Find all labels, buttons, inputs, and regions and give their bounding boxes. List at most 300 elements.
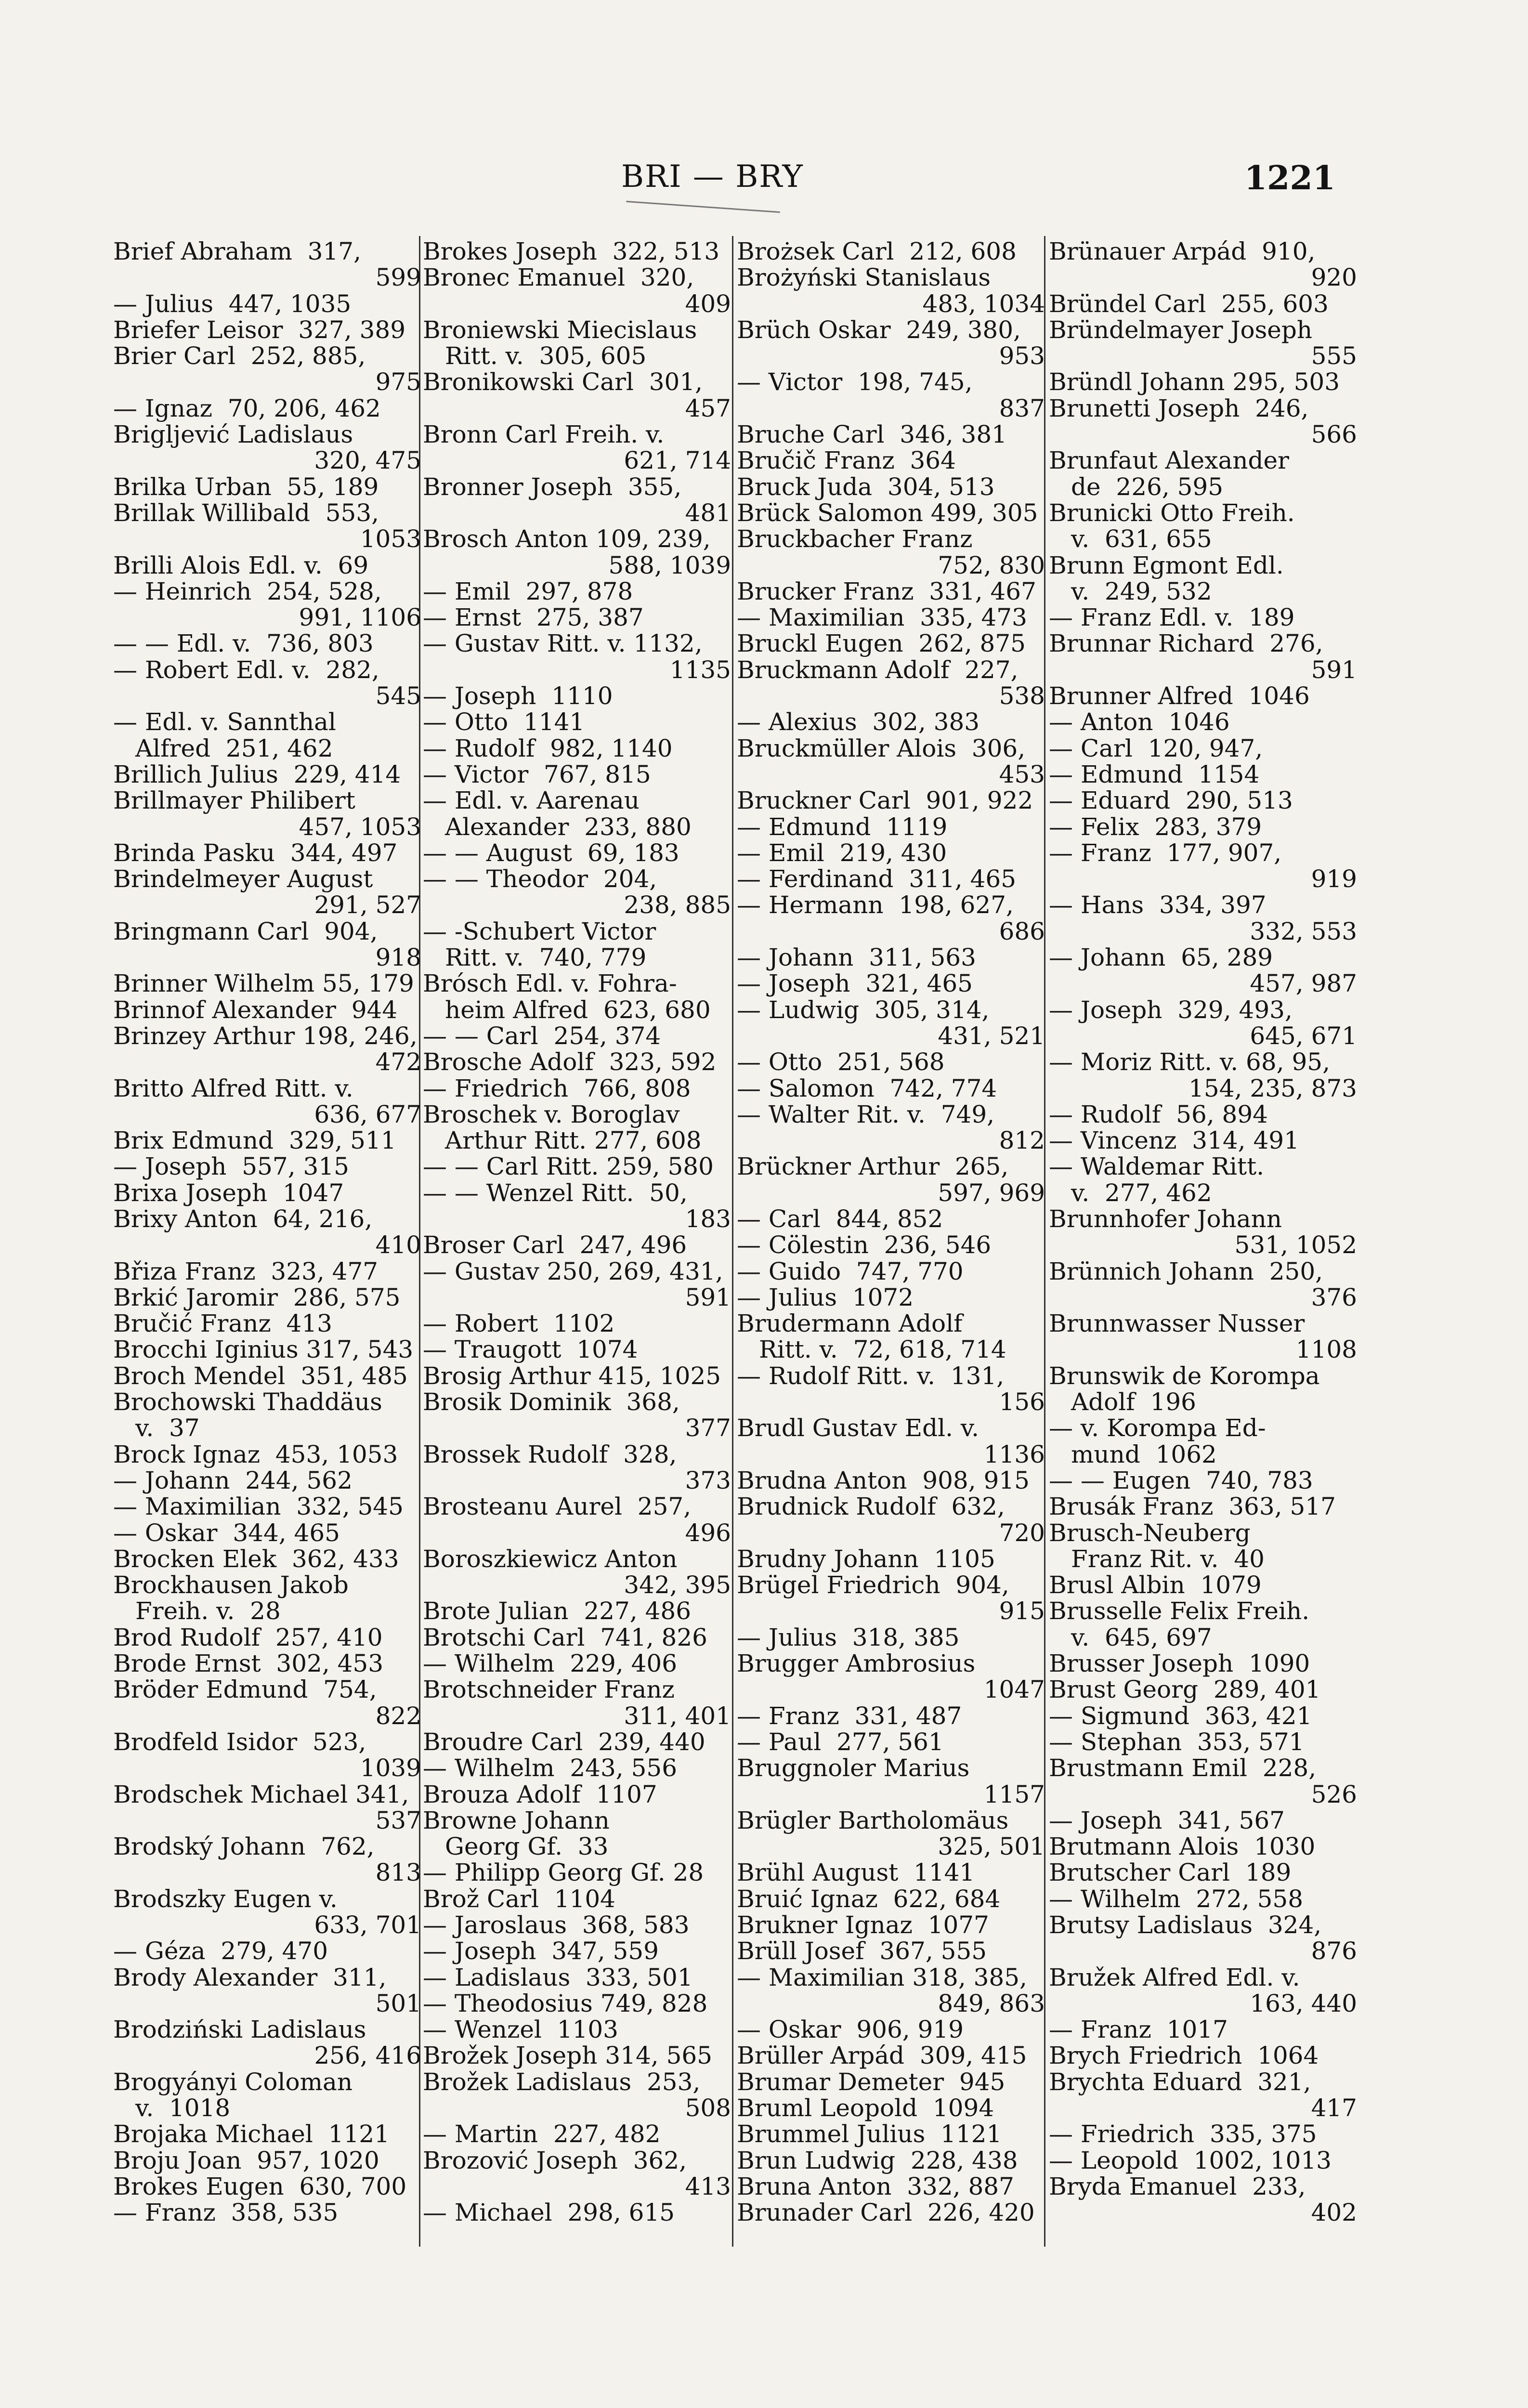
index-entry-line: Ritt. v. 305, 605 xyxy=(445,342,647,370)
index-entry-line: Brummel Julius 1121 xyxy=(737,2120,1002,2148)
index-entry-line: 481 xyxy=(685,498,731,527)
index-entry-line: v. 631, 655 xyxy=(1071,525,1212,553)
index-entry-line: 183 xyxy=(685,1204,731,1233)
index-entry-line: Ritt. v. 72, 618, 714 xyxy=(759,1335,1006,1364)
index-entry-line: Brosteanu Aurel 257, xyxy=(423,1492,692,1521)
index-entry-line: Brumar Demeter 945 xyxy=(737,2068,1006,2096)
index-entry-line: Brojaka Michael 1121 xyxy=(113,2120,390,2148)
index-entry-line: Brossek Rudolf 328, xyxy=(423,1440,677,1468)
index-entry-line: Bruck Juda 304, 513 xyxy=(737,472,995,501)
index-entry-line: Arthur Ritt. 277, 608 xyxy=(445,1126,702,1155)
index-entry-line: v. 249, 532 xyxy=(1071,577,1212,605)
index-entry-line: — Robert Edl. v. 282, xyxy=(113,655,379,684)
index-entry-line: Brugger Ambrosius xyxy=(737,1649,976,1678)
index-entry-line: 373 xyxy=(685,1466,731,1494)
index-entry-line: — Rudolf Ritt. v. 131, xyxy=(737,1361,1005,1390)
index-entry-line: 320, 475 xyxy=(314,446,421,475)
index-entry-line: Brinnof Alexander 944 xyxy=(113,995,398,1024)
index-entry-line: — Maximilian 335, 473 xyxy=(737,603,1027,632)
index-entry-line: 431, 521 xyxy=(938,1021,1045,1050)
index-entry-line: Brunn Egmont Edl. xyxy=(1049,551,1284,579)
index-entry-line: 636, 677 xyxy=(314,1100,421,1128)
index-entry-line: Brosik Dominik 368, xyxy=(423,1388,680,1416)
index-entry-line: Brote Julian 227, 486 xyxy=(423,1597,692,1625)
index-entry-line: Brych Friedrich 1064 xyxy=(1049,2042,1319,2070)
index-entry-line: Bronn Carl Freih. v. xyxy=(423,420,665,449)
index-entry-line: — Franz 331, 487 xyxy=(737,1701,962,1730)
index-entry-line: 837 xyxy=(999,394,1045,422)
index-entry-line: Freih. v. 28 xyxy=(135,1597,281,1625)
index-entry-line: Brusák Franz 363, 517 xyxy=(1049,1492,1336,1521)
index-entry-line: — Johann 311, 563 xyxy=(737,943,976,972)
index-entry-line: Broudre Carl 239, 440 xyxy=(423,1727,705,1756)
index-entry-line: Brkić Jaromir 286, 575 xyxy=(113,1283,401,1311)
index-entry-line: 453 xyxy=(999,760,1045,788)
index-entry-line: Brilli Alois Edl. v. 69 xyxy=(113,551,369,579)
index-entry-line: — Ferdinand 311, 465 xyxy=(737,865,1017,893)
index-entry-line: Brindelmeyer August xyxy=(113,865,373,893)
index-entry-line: Bručić Franz 413 xyxy=(113,1309,332,1338)
index-entry-line: 599 xyxy=(375,263,421,292)
index-entry-line: Brilka Urban 55, 189 xyxy=(113,472,379,501)
index-entry-line: 849, 863 xyxy=(938,1989,1045,2017)
index-entry-line: 588, 1039 xyxy=(608,551,731,579)
index-entry-line: Brockhausen Jakob xyxy=(113,1571,349,1599)
index-entry-line: — Hans 334, 397 xyxy=(1049,891,1267,919)
index-entry-line: Brust Georg 289, 401 xyxy=(1049,1675,1321,1704)
index-entry-line: — Felix 283, 379 xyxy=(1049,812,1262,841)
index-entry-line: Brückner Arthur 265, xyxy=(737,1152,1009,1181)
index-entry-line: Brunader Carl 226, 420 xyxy=(737,2199,1035,2227)
index-entry-line: 915 xyxy=(999,1597,1045,1625)
index-entry-line: 156 xyxy=(999,1388,1045,1416)
index-entry-line: Boroszkiewicz Anton xyxy=(423,1544,678,1573)
index-entry-line: — Heinrich 254, 528, xyxy=(113,577,382,605)
index-entry-line: Brudna Anton 908, 915 xyxy=(737,1466,1030,1494)
index-entry-line: — Salomon 742, 774 xyxy=(737,1074,997,1102)
index-column-1 xyxy=(113,238,421,2226)
index-entry-line: Georg Gf. 33 xyxy=(445,1832,609,1861)
index-entry-line: 402 xyxy=(1311,2199,1357,2227)
index-entry-line: Broch Mendel 351, 485 xyxy=(113,1361,408,1390)
index-entry-line: 876 xyxy=(1311,1937,1357,1965)
index-entry-line: 410 xyxy=(375,1231,421,1259)
index-entry-line: Brück Salomon 499, 305 xyxy=(737,498,1038,527)
index-entry-line: Brouza Adolf 1107 xyxy=(423,1780,657,1808)
index-entry-line: 163, 440 xyxy=(1250,1989,1357,2017)
index-entry-line: Brutscher Carl 189 xyxy=(1049,1858,1292,1887)
index-column-4 xyxy=(1049,238,1357,2226)
index-entry-line: Bruckl Eugen 262, 875 xyxy=(737,629,1026,658)
index-entry-line: — Alexius 302, 383 xyxy=(737,708,980,736)
index-entry-line: Brustmann Emil 228, xyxy=(1049,1754,1317,1782)
index-entry-line: Brod Rudolf 257, 410 xyxy=(113,1623,383,1651)
index-entry-line: Brody Alexander 311, xyxy=(113,1963,387,1991)
index-entry-line: 377 xyxy=(685,1414,731,1442)
index-entry-line: 291, 527 xyxy=(314,891,421,919)
index-entry-line: heim Alfred 623, 680 xyxy=(445,995,711,1024)
index-entry-line: 1053 xyxy=(360,525,421,553)
index-entry-line: — Michael 298, 615 xyxy=(423,2199,675,2227)
index-entry-line: — Emil 219, 430 xyxy=(737,838,947,867)
index-entry-line: Bronner Joseph 355, xyxy=(423,472,682,501)
index-entry-line: 238, 885 xyxy=(624,891,731,919)
index-entry-line: Brier Carl 252, 885, xyxy=(113,342,366,370)
index-entry-line: 526 xyxy=(1311,1780,1357,1808)
index-entry-line: Brozović Joseph 362, xyxy=(423,2146,687,2174)
index-entry-line: Brotschneider Franz xyxy=(423,1675,675,1704)
index-entry-line: — Joseph 347, 559 xyxy=(423,1937,659,1965)
index-entry-line: — Johann 65, 289 xyxy=(1049,943,1273,972)
index-entry-line: 918 xyxy=(375,943,421,972)
index-entry-line: Brillak Willibald 553, xyxy=(113,498,379,527)
index-entry-line: 591 xyxy=(685,1283,731,1311)
index-entry-line: — Oskar 344, 465 xyxy=(113,1518,340,1547)
index-entry-line: — Friedrich 335, 375 xyxy=(1049,2120,1317,2148)
index-entry-line: — Walter Rit. v. 749, xyxy=(737,1100,995,1128)
index-entry-line: 545 xyxy=(375,682,421,710)
index-entry-line: Bruggnoler Marius xyxy=(737,1754,970,1782)
index-entry-line: — Otto 251, 568 xyxy=(737,1048,945,1076)
index-entry-line: 538 xyxy=(999,682,1045,710)
index-entry-line: 496 xyxy=(685,1518,731,1547)
index-entry-line: 633, 701 xyxy=(314,1911,421,1939)
running-head: BRI — BRY xyxy=(621,159,804,195)
index-entry-line: — — August 69, 183 xyxy=(423,838,679,867)
index-entry-line: Bruckmann Adolf 227, xyxy=(737,655,1019,684)
index-entry-line: 953 xyxy=(999,342,1045,370)
index-entry-line: 1108 xyxy=(1295,1335,1357,1364)
index-entry-line: Broniewski Miecislaus xyxy=(423,315,697,344)
index-entry-line: Brokes Eugen 630, 700 xyxy=(113,2172,407,2200)
index-entry-line: Brügler Bartholomäus xyxy=(737,1806,1009,1834)
index-entry-line: Brudl Gustav Edl. v. xyxy=(737,1414,979,1442)
index-entry-line: Brodszky Eugen v. xyxy=(113,1885,338,1913)
index-entry-line: 413 xyxy=(685,2172,731,2200)
index-entry-line: 686 xyxy=(999,917,1045,945)
index-entry-line: — — Eugen 740, 783 xyxy=(1049,1466,1313,1494)
index-entry-line: — Carl 120, 947, xyxy=(1049,734,1263,762)
index-entry-line: — Edmund 1154 xyxy=(1049,760,1260,788)
index-entry-line: Brunner Alfred 1046 xyxy=(1049,682,1310,710)
index-entry-line: — — Edl. v. 736, 803 xyxy=(113,629,374,658)
index-entry-line: 332, 553 xyxy=(1250,917,1357,945)
index-entry-line: 457 xyxy=(685,394,731,422)
index-entry-line: 537 xyxy=(375,1806,421,1834)
index-entry-line: Brožek Joseph 314, 565 xyxy=(423,2042,713,2070)
index-entry-line: Brucker Franz 331, 467 xyxy=(737,577,1036,605)
index-entry-line: Brudermann Adolf xyxy=(737,1309,963,1338)
index-entry-line: Brusl Albin 1079 xyxy=(1049,1571,1262,1599)
index-entry-line: Břiza Franz 323, 477 xyxy=(113,1257,379,1285)
index-entry-line: 813 xyxy=(375,1858,421,1887)
index-entry-line: Ritt. v. 740, 779 xyxy=(445,943,647,972)
index-entry-line: Bruml Leopold 1094 xyxy=(737,2094,994,2122)
index-entry-line: Franz Rit. v. 40 xyxy=(1071,1544,1265,1573)
index-entry-line: Brosig Arthur 415, 1025 xyxy=(423,1361,721,1390)
index-entry-line: Brożsek Carl 212, 608 xyxy=(737,237,1017,265)
index-entry-line: Brixy Anton 64, 216, xyxy=(113,1204,373,1233)
index-entry-line: Brychta Eduard 321, xyxy=(1049,2068,1311,2096)
index-entry-line: 1047 xyxy=(983,1675,1045,1704)
index-entry-line: Brunswik de Korompa xyxy=(1049,1361,1320,1390)
index-entry-line: — Otto 1141 xyxy=(423,708,585,736)
index-entry-line: Broschek v. Boroglav xyxy=(423,1100,680,1128)
index-entry-line: Brief Abraham 317, xyxy=(113,237,361,265)
index-entry-line: Brunnwasser Nusser xyxy=(1049,1309,1305,1338)
index-entry-line: — Rudolf 56, 894 xyxy=(1049,1100,1268,1128)
index-entry-line: 311, 401 xyxy=(624,1701,731,1730)
index-entry-line: Bründel Carl 255, 603 xyxy=(1049,289,1329,318)
index-entry-line: v. 645, 697 xyxy=(1071,1623,1212,1651)
index-entry-line: — Theodosius 749, 828 xyxy=(423,1989,708,2017)
index-entry-line: Brodský Johann 762, xyxy=(113,1832,375,1861)
index-entry-line: Brixa Joseph 1047 xyxy=(113,1178,344,1207)
index-entry-line: Brudny Johann 1105 xyxy=(737,1544,995,1573)
index-entry-line: Brun Ludwig 228, 438 xyxy=(737,2146,1018,2174)
index-entry-line: Brosche Adolf 323, 592 xyxy=(423,1048,717,1076)
index-entry-line: — Philipp Georg Gf. 28 xyxy=(423,1858,704,1887)
index-entry-line: Brinda Pasku 344, 497 xyxy=(113,838,398,867)
index-entry-line: Bründelmayer Joseph xyxy=(1049,315,1313,344)
index-entry-line: — Anton 1046 xyxy=(1049,708,1230,736)
index-entry-line: 154, 235, 873 xyxy=(1188,1074,1357,1102)
index-entry-line: Brode Ernst 302, 453 xyxy=(113,1649,384,1678)
index-entry-line: 991, 1106 xyxy=(299,603,421,632)
index-entry-line: — Franz Edl. v. 189 xyxy=(1049,603,1295,632)
index-entry-line: — — Wenzel Ritt. 50, xyxy=(423,1178,688,1207)
index-entry-line: Brodfeld Isidor 523, xyxy=(113,1727,366,1756)
index-entry-line: — Julius 318, 385 xyxy=(737,1623,960,1651)
index-entry-line: — Oskar 906, 919 xyxy=(737,2015,964,2044)
index-entry-line: — Ladislaus 333, 501 xyxy=(423,1963,693,1991)
index-entry-line: Bronikowski Carl 301, xyxy=(423,368,703,396)
index-entry-line: 1039 xyxy=(360,1754,421,1782)
index-entry-line: Brusselle Felix Freih. xyxy=(1049,1597,1310,1625)
index-entry-line: — Hermann 198, 627, xyxy=(737,891,1014,919)
index-entry-line: 566 xyxy=(1311,420,1357,449)
index-entry-line: — Waldemar Ritt. xyxy=(1049,1152,1265,1181)
index-entry-line: Brüch Oskar 249, 380, xyxy=(737,315,1021,344)
index-entry-line: — Sigmund 363, 421 xyxy=(1049,1701,1312,1730)
index-entry-line: Brósch Edl. v. Fohra- xyxy=(423,969,677,998)
index-entry-line: — Géza 279, 470 xyxy=(113,1937,328,1965)
index-entry-line: — Joseph 1110 xyxy=(423,682,613,710)
index-entry-line: — Moriz Ritt. v. 68, 95, xyxy=(1049,1048,1330,1076)
index-entry-line: — Joseph 557, 315 xyxy=(113,1152,349,1181)
index-entry-line: Brutmann Alois 1030 xyxy=(1049,1832,1316,1861)
index-entry-line: Bronec Emanuel 320, xyxy=(423,263,694,292)
index-entry-line: — Friedrich 766, 808 xyxy=(423,1074,691,1102)
index-entry-line: Brügel Friedrich 904, xyxy=(737,1571,1009,1599)
index-entry-line: 1157 xyxy=(983,1780,1045,1808)
index-entry-line: Britto Alfred Ritt. v. xyxy=(113,1074,353,1102)
index-entry-line: Brigljević Ladislaus xyxy=(113,420,353,449)
index-entry-line: — Victor 198, 745, xyxy=(737,368,973,396)
index-entry-line: Alfred 251, 462 xyxy=(135,734,333,762)
index-entry-line: — Guido 747, 770 xyxy=(737,1257,964,1285)
index-entry-line: — Stephan 353, 571 xyxy=(1049,1727,1305,1756)
index-entry-line: — Wilhelm 229, 406 xyxy=(423,1649,678,1678)
index-entry-line: — Leopold 1002, 1013 xyxy=(1049,2146,1332,2174)
index-entry-line: Brühl August 1141 xyxy=(737,1858,975,1887)
index-entry-line: — Vincenz 314, 491 xyxy=(1049,1126,1299,1155)
index-entry-line: 597, 969 xyxy=(938,1178,1045,1207)
index-entry-line: Brillmayer Philibert xyxy=(113,786,355,815)
index-entry-line: — Gustav 250, 269, 431, xyxy=(423,1257,723,1285)
index-entry-line: — — Theodor 204, xyxy=(423,865,657,893)
index-entry-line: Brocken Elek 362, 433 xyxy=(113,1544,399,1573)
index-entry-line: Brodziński Ladislaus xyxy=(113,2015,366,2044)
index-entry-line: 645, 671 xyxy=(1250,1021,1357,1050)
index-entry-line: Brinzey Arthur 198, 246, xyxy=(113,1021,418,1050)
index-entry-line: 256, 416 xyxy=(314,2042,421,2070)
index-entry-line: — Johann 244, 562 xyxy=(113,1466,353,1494)
index-entry-line: Bryda Emanuel 233, xyxy=(1049,2172,1306,2200)
index-entry-line: v. 1018 xyxy=(135,2094,231,2122)
index-entry-line: Brož Carl 1104 xyxy=(423,1885,615,1913)
index-entry-line: Alexander 233, 880 xyxy=(445,812,692,841)
index-entry-line: — Franz 177, 907, xyxy=(1049,838,1282,867)
index-entry-line: Brosch Anton 109, 239, xyxy=(423,525,711,553)
index-entry-line: — Maximilian 318, 385, xyxy=(737,1963,1027,1991)
index-entry-line: Brutsy Ladislaus 324, xyxy=(1049,1911,1322,1939)
index-entry-line: Bruić Ignaz 622, 684 xyxy=(737,1885,1001,1913)
index-entry-line: 812 xyxy=(999,1126,1045,1155)
index-entry-line: 555 xyxy=(1311,342,1357,370)
index-entry-line: — Robert 1102 xyxy=(423,1309,615,1338)
index-entry-line: — Edl. v. Sannthal xyxy=(113,708,336,736)
index-entry-line: Brotschi Carl 741, 826 xyxy=(423,1623,707,1651)
index-entry-line: Bründl Johann 295, 503 xyxy=(1049,368,1340,396)
index-entry-line: 752, 830 xyxy=(938,551,1045,579)
index-entry-line: Bružek Alfred Edl. v. xyxy=(1049,1963,1300,1991)
index-entry-line: Browne Johann xyxy=(423,1806,610,1834)
index-entry-line: Brusch-Neuberg xyxy=(1049,1518,1251,1547)
index-entry-line: 376 xyxy=(1311,1283,1357,1311)
index-entry-line: Brunnhofer Johann xyxy=(1049,1204,1282,1233)
index-entry-line: — Ignaz 70, 206, 462 xyxy=(113,394,381,422)
index-entry-line: 325, 501 xyxy=(938,1832,1045,1861)
column-divider xyxy=(732,236,733,2247)
index-entry-line: Brock Ignaz 453, 1053 xyxy=(113,1440,398,1468)
index-entry-line: Brunfaut Alexander xyxy=(1049,446,1289,475)
index-entry-line: Brodschek Michael 341, xyxy=(113,1780,409,1808)
index-entry-line: — Eduard 290, 513 xyxy=(1049,786,1293,815)
index-entry-line: Bruche Carl 346, 381 xyxy=(737,420,1007,449)
index-entry-line: — Joseph 341, 567 xyxy=(1049,1806,1285,1834)
index-entry-line: Bruckner Carl 901, 922 xyxy=(737,786,1033,815)
index-entry-line: — Traugott 1074 xyxy=(423,1335,638,1364)
index-entry-line: — Victor 767, 815 xyxy=(423,760,651,788)
index-entry-line: — Wenzel 1103 xyxy=(423,2015,618,2044)
index-entry-line: 919 xyxy=(1311,865,1357,893)
index-entry-line: 531, 1052 xyxy=(1234,1231,1357,1259)
index-entry-line: Brożyński Stanislaus xyxy=(737,263,991,292)
page-number: 1221 xyxy=(1244,159,1335,197)
index-entry-line: Bruckbacher Franz xyxy=(737,525,973,553)
index-entry-line: 508 xyxy=(685,2094,731,2122)
index-entry-line: Brocchi Iginius 317, 543 xyxy=(113,1335,414,1364)
index-entry-line: Bringmann Carl 904, xyxy=(113,917,378,945)
index-entry-line: Bručič Franz 364 xyxy=(737,446,956,475)
index-entry-line: — -Schubert Victor xyxy=(423,917,656,945)
index-entry-line: — Paul 277, 561 xyxy=(737,1727,944,1756)
index-entry-line: — Julius 447, 1035 xyxy=(113,289,352,318)
index-entry-line: — Cölestin 236, 546 xyxy=(737,1231,992,1259)
index-entry-line: 342, 395 xyxy=(624,1571,731,1599)
index-entry-line: 1136 xyxy=(983,1440,1045,1468)
index-entry-line: — v. Korompa Ed- xyxy=(1049,1414,1266,1442)
index-entry-line: Brukner Ignaz 1077 xyxy=(737,1911,989,1939)
index-entry-line: 472 xyxy=(375,1048,421,1076)
index-entry-line: mund 1062 xyxy=(1071,1440,1217,1468)
index-entry-line: 409 xyxy=(685,289,731,318)
index-entry-line: Brokes Joseph 322, 513 xyxy=(423,237,720,265)
index-entry-line: v. 277, 462 xyxy=(1071,1178,1212,1207)
index-entry-line: Brusser Joseph 1090 xyxy=(1049,1649,1310,1678)
index-entry-line: Brudnick Rudolf 632, xyxy=(737,1492,1005,1521)
index-entry-line: Brožek Ladislaus 253, xyxy=(423,2068,701,2096)
index-entry-line: — Emil 297, 878 xyxy=(423,577,633,605)
index-entry-line: — Ernst 275, 387 xyxy=(423,603,644,632)
index-entry-line: Brüller Arpád 309, 415 xyxy=(737,2042,1027,2070)
index-entry-line: — Maximilian 332, 545 xyxy=(113,1492,404,1521)
index-column-2 xyxy=(423,238,731,2226)
index-entry-line: Broser Carl 247, 496 xyxy=(423,1231,687,1259)
index-entry-line: Broju Joan 957, 1020 xyxy=(113,2146,379,2174)
index-entry-line: — Carl 844, 852 xyxy=(737,1204,943,1233)
index-entry-line: Briefer Leisor 327, 389 xyxy=(113,315,406,344)
index-entry-line: Brunicki Otto Freih. xyxy=(1049,498,1295,527)
index-entry-line: Brogyányi Coloman xyxy=(113,2068,353,2096)
index-entry-line: — Joseph 329, 493, xyxy=(1049,995,1293,1024)
index-entry-line: — — Carl Ritt. 259, 580 xyxy=(423,1152,714,1181)
index-entry-line: — Jaroslaus 368, 583 xyxy=(423,1911,690,1939)
index-entry-line: — Ludwig 305, 314, xyxy=(737,995,990,1024)
index-entry-line: — Gustav Ritt. v. 1132, xyxy=(423,629,703,658)
index-entry-line: 822 xyxy=(375,1701,421,1730)
index-entry-line: — Edl. v. Aarenau xyxy=(423,786,640,815)
index-entry-line: 457, 987 xyxy=(1250,969,1357,998)
index-entry-line: 457, 1053 xyxy=(299,812,421,841)
index-entry-line: — — Carl 254, 374 xyxy=(423,1021,661,1050)
index-entry-line: Bröder Edmund 754, xyxy=(113,1675,377,1704)
index-entry-line: de 226, 595 xyxy=(1071,472,1224,501)
index-entry-line: — Rudolf 982, 1140 xyxy=(423,734,673,762)
index-entry-line: 483, 1034 xyxy=(922,289,1045,318)
index-entry-line: Brüll Josef 367, 555 xyxy=(737,1937,987,1965)
index-entry-line: 621, 714 xyxy=(624,446,731,475)
index-entry-line: Brillich Julius 229, 414 xyxy=(113,760,401,788)
index-entry-line: Brünauer Arpád 910, xyxy=(1049,237,1316,265)
index-entry-line: Brochowski Thaddäus xyxy=(113,1388,382,1416)
index-entry-line: Brinner Wilhelm 55, 179 xyxy=(113,969,414,998)
page-header xyxy=(0,159,1528,217)
index-entry-line: v. 37 xyxy=(135,1414,200,1442)
index-entry-line: Brunetti Joseph 246, xyxy=(1049,394,1309,422)
index-entry-line: — Julius 1072 xyxy=(737,1283,914,1311)
index-entry-line: 501 xyxy=(375,1989,421,2017)
index-entry-line: Bruna Anton 332, 887 xyxy=(737,2172,1014,2200)
index-entry-line: — Martin 227, 482 xyxy=(423,2120,661,2148)
index-entry-line: 920 xyxy=(1311,263,1357,292)
index-entry-line: — Edmund 1119 xyxy=(737,812,948,841)
index-entry-line: 720 xyxy=(999,1518,1045,1547)
index-entry-line: 591 xyxy=(1311,655,1357,684)
index-entry-line: — Joseph 321, 465 xyxy=(737,969,973,998)
index-entry-line: 1135 xyxy=(669,655,731,684)
